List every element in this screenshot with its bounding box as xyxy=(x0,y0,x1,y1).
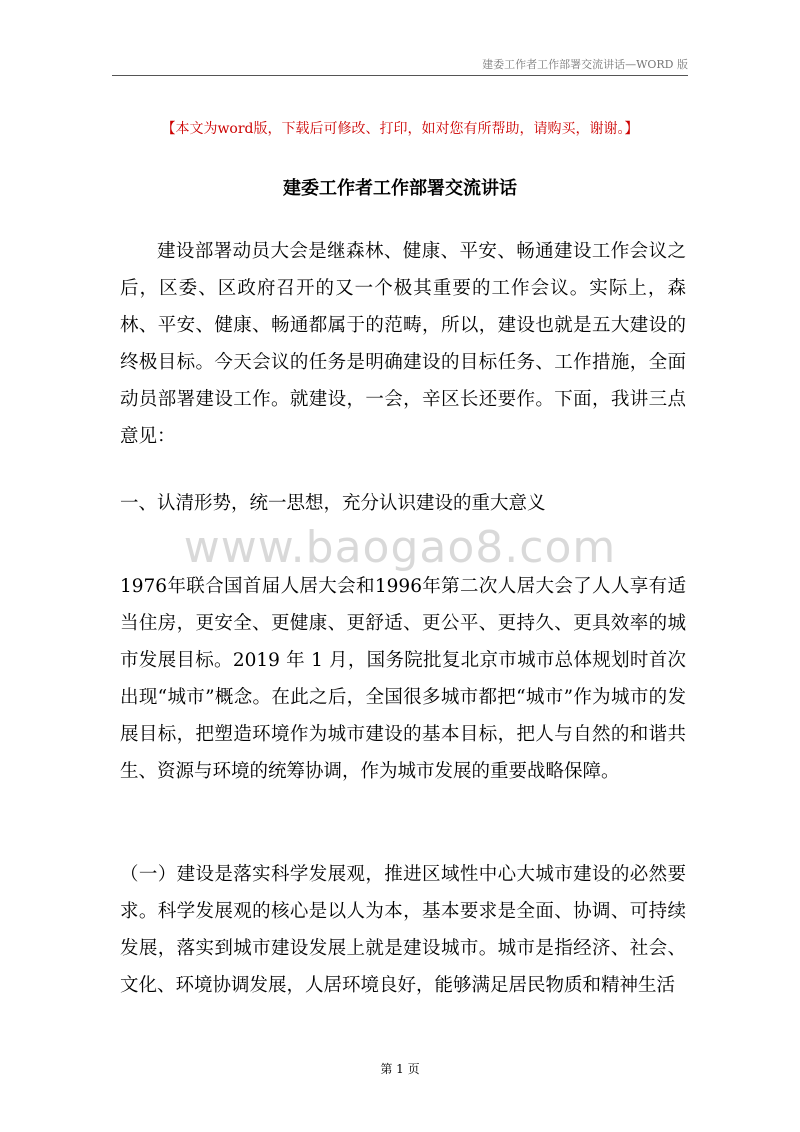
body-paragraph-2: （一）建设是落实科学发展观，推进区域性中心大城市建设的必然要求。科学发展观的核心是以人为本，基本要求是全面、协调、可持续发展，落实到城市建设发展上就是建设城市。城市是指经济、社会、文化、环境协调发展，人居环境良好，能够满足居民物质和精神生活 xyxy=(120,864,686,996)
running-header: 建委工作者工作部署交流讲话—WORD 版 xyxy=(482,58,688,71)
section-heading-1: 一、认清形势，统一思想，充分认识建设的重大意义 xyxy=(120,493,546,514)
body-paragraph-1: 1976年联合国首届人居大会和1996年第二次人居大会了人人享有适当住房，更安全、更健康、更舒适、更公平、更持久、更具效率的城市发展目标。2019 年 1 月，国务院批复北京市城市总体规划时首次出现“城市”概念。在此之后，全国很多城市都把“城市”作为城市的发展目标，把塑造环境作为城市建设的基本目标，把人与自然的和谐共生、资源与环境的统筹协调，作为城市发展的重要战略保障。 xyxy=(120,576,686,782)
document-title: 建委工作者工作部署交流讲话 xyxy=(283,178,517,199)
page-number: 第 1 页 xyxy=(380,1062,420,1076)
intro-paragraph: 建设部署动员大会是继森林、健康、平安、畅通建设工作会议之后，区委、区政府召开的又一个极其重要的工作会议。实际上，森林、平安、健康、畅通都属于的范畴，所以，建设也就是五大建设的终极目标。今天会议的任务是明确建设的目标任务、工作措施，全面动员部署建设工作。就建设，一会，辛区长还要作。下面，我讲三点意见： xyxy=(120,241,686,447)
download-notice: 【本文为word版，下载后可修改、打印，如对您有所帮助，请购买，谢谢。】 xyxy=(161,121,639,137)
header-divider xyxy=(112,75,688,76)
watermark: www.baogao8.com xyxy=(183,522,617,573)
